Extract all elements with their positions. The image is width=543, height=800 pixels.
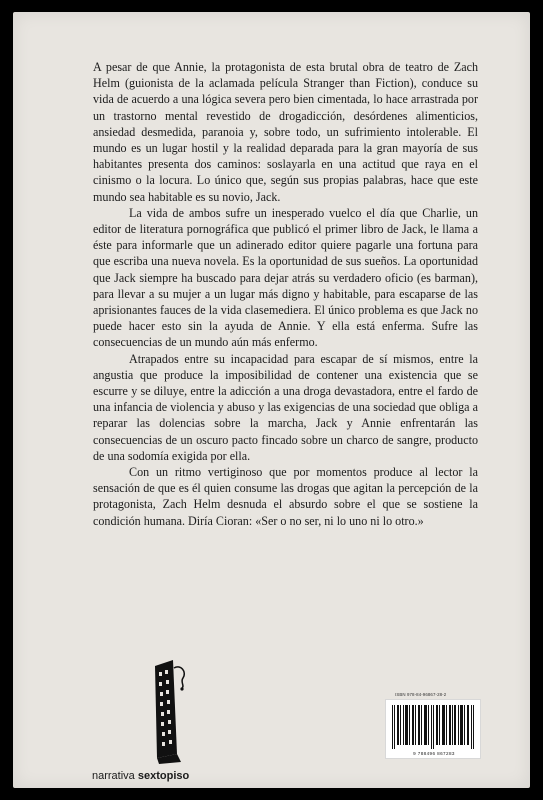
publisher-wordmark — [92, 770, 189, 782]
barcode-number: 9 788496 867283 — [413, 751, 455, 756]
blurb-paragraph-4: Con un ritmo vertiginoso que por momentos produce al lector la sensación de que es él quien consume las drogas que agitan la percepción de la protagonista, Zach Helm desnuda el absurdo sobre el que se sostiene la condición humana. Diría Cioran: «Ser o no ser, ni lo uno ni lo otro.» — [93, 465, 478, 528]
blurb-paragraph-2: La vida de ambos sufre un inesperado vuelco el día que Charlie, un editor de literatura pornográfica que publicó el primer libro de Jack, le llama a éste para informarle que un adinerado editor quiere pagarle una fortuna para que escriba una nueva novela. Es la oportunidad de sus sueños. La oportunidad que Jack siempre ha buscado para dejar atrás su verdadero oficio (es barman), para llevar a su mujer a un lugar más digno y habitable, para escaparse de las aprisionantes fauces de la vida clasemediera. El único problema es que Jack no puede hacer esto sin la ayuda de Annie. Y ella está enferma. Sufre las consecuencias de un mundo aún más enfermo. — [93, 205, 478, 350]
publisher-logo — [92, 658, 202, 788]
isbn-label: ISBN 978-84-96867-28-2 — [395, 692, 447, 697]
blurb-paragraph-1: A pesar de que Annie, la protagonista de esta brutal obra de teatro de Zach Helm (guionista de la aclamada película Stranger than Fiction), conduce su vida de acuerdo a una lógica severa pero bien cimentada, lo hace arrastrada por un trastorno mental revestido de drogadicción, desórdenes alimenticios, ansiedad desmedida, paranoia y, sobre todo, un sufrimiento intolerable. El mundo es un lugar hostil y la realidad deparada para la gran mayoría de sus habitantes presenta dos caminos: soslayarla en una actitud que raya en el cinismo o la locura. Lo único que, según sus propias palabras, hace que este mundo sea habitable es su novio, Jack. — [93, 60, 478, 204]
tilted-building-logo-icon — [147, 658, 191, 766]
barcode — [385, 699, 481, 759]
publisher-name: sextopiso — [137, 770, 190, 782]
publisher-prefix: narrativa — [92, 770, 135, 782]
blurb-paragraph-3: Atrapados entre su incapacidad para escapar de sí mismos, entre la angustia que produce la imposibilidad de contener una existencia que se escurre y se diluye, entre la adicción a una droga devastadora, entre el fardo de una infancia de violencia y abuso y las exigencias de una sociedad que obliga a reparar las dolencias sobre la marcha, Jack y Annie enfrentarán las consecuencias de un oscuro pacto fincado sobre un charco de sangre, producto de una sodomía exigida por ella. — [93, 351, 478, 463]
barcode-block — [385, 692, 481, 759]
blurb-text — [93, 59, 478, 529]
barcode-bars-icon — [392, 705, 476, 749]
book-back-cover — [13, 12, 530, 788]
